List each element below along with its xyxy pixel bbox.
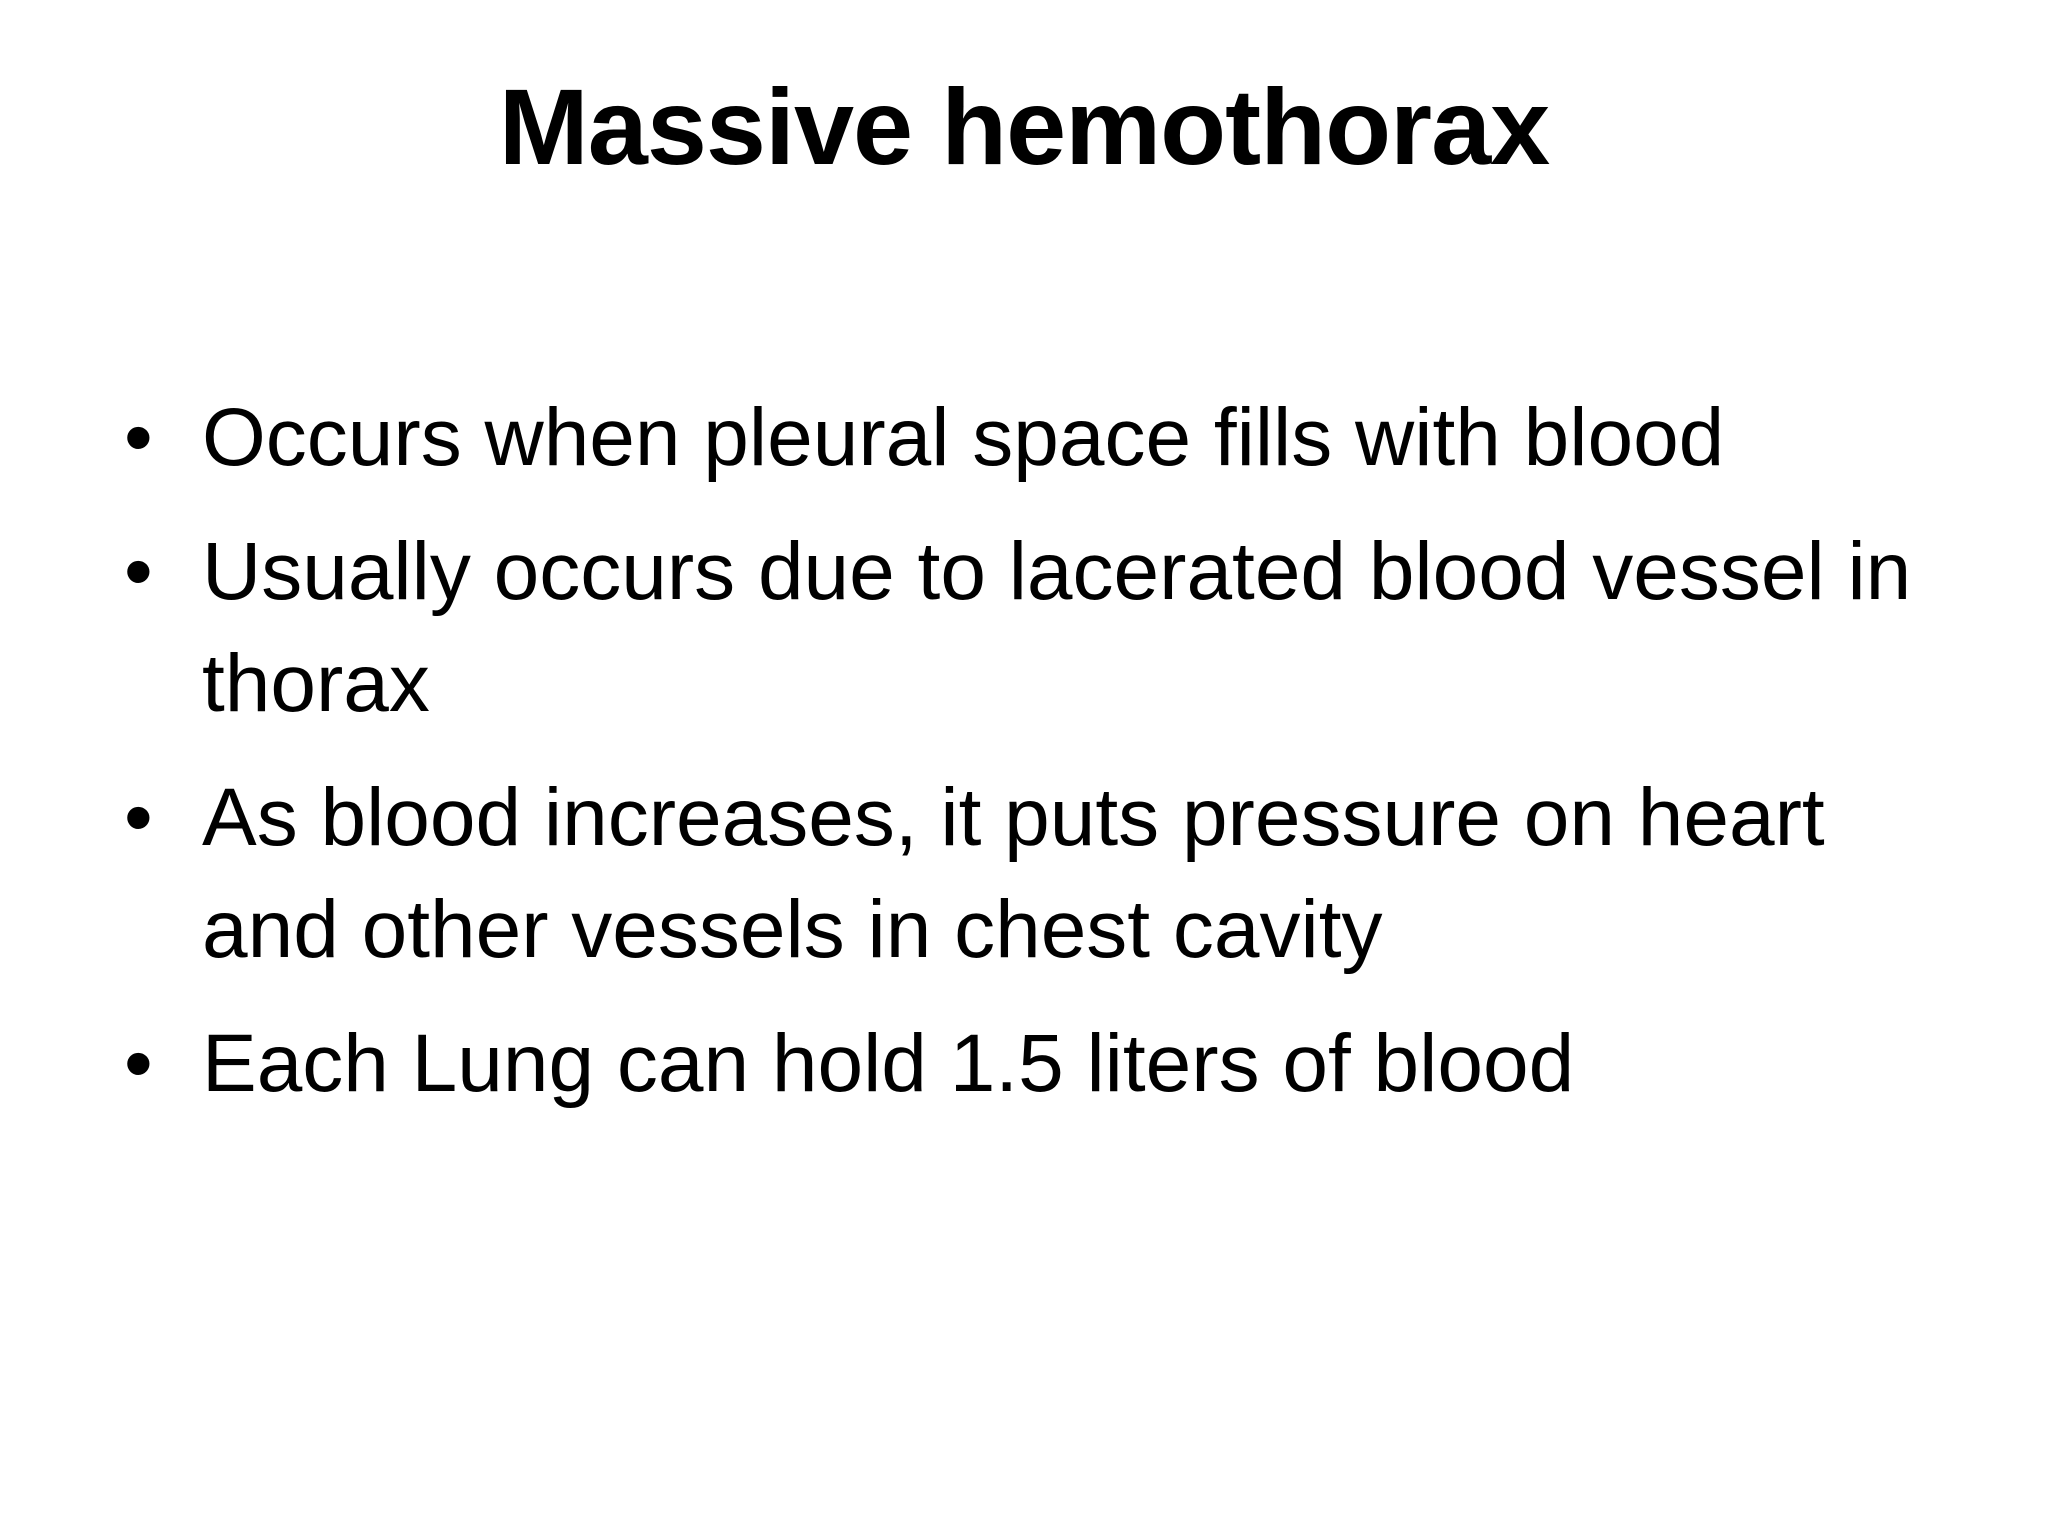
- bullet-item: [120, 762, 1960, 986]
- bullet-icon: •: [124, 772, 153, 863]
- bullet-icon: •: [124, 526, 153, 617]
- bullet-icon: •: [124, 1018, 153, 1109]
- slide-title: Massive hemothorax: [498, 66, 1550, 187]
- bullet-text: Occurs when pleural space fills with blood: [202, 392, 1725, 483]
- bullet-icon: •: [124, 392, 153, 483]
- bullet-text: As blood increases, it puts pressure on heart and other vessels in chest cavity: [202, 772, 1825, 975]
- bullet-item: [120, 516, 1960, 740]
- bullet-text: Usually occurs due to lacerated blood vessel in thorax: [202, 526, 1912, 729]
- bullet-list: [120, 382, 1960, 1142]
- bullet-item: [120, 1008, 1960, 1120]
- bullet-item: [120, 382, 1960, 494]
- bullet-text: Each Lung can hold 1.5 liters of blood: [202, 1018, 1575, 1109]
